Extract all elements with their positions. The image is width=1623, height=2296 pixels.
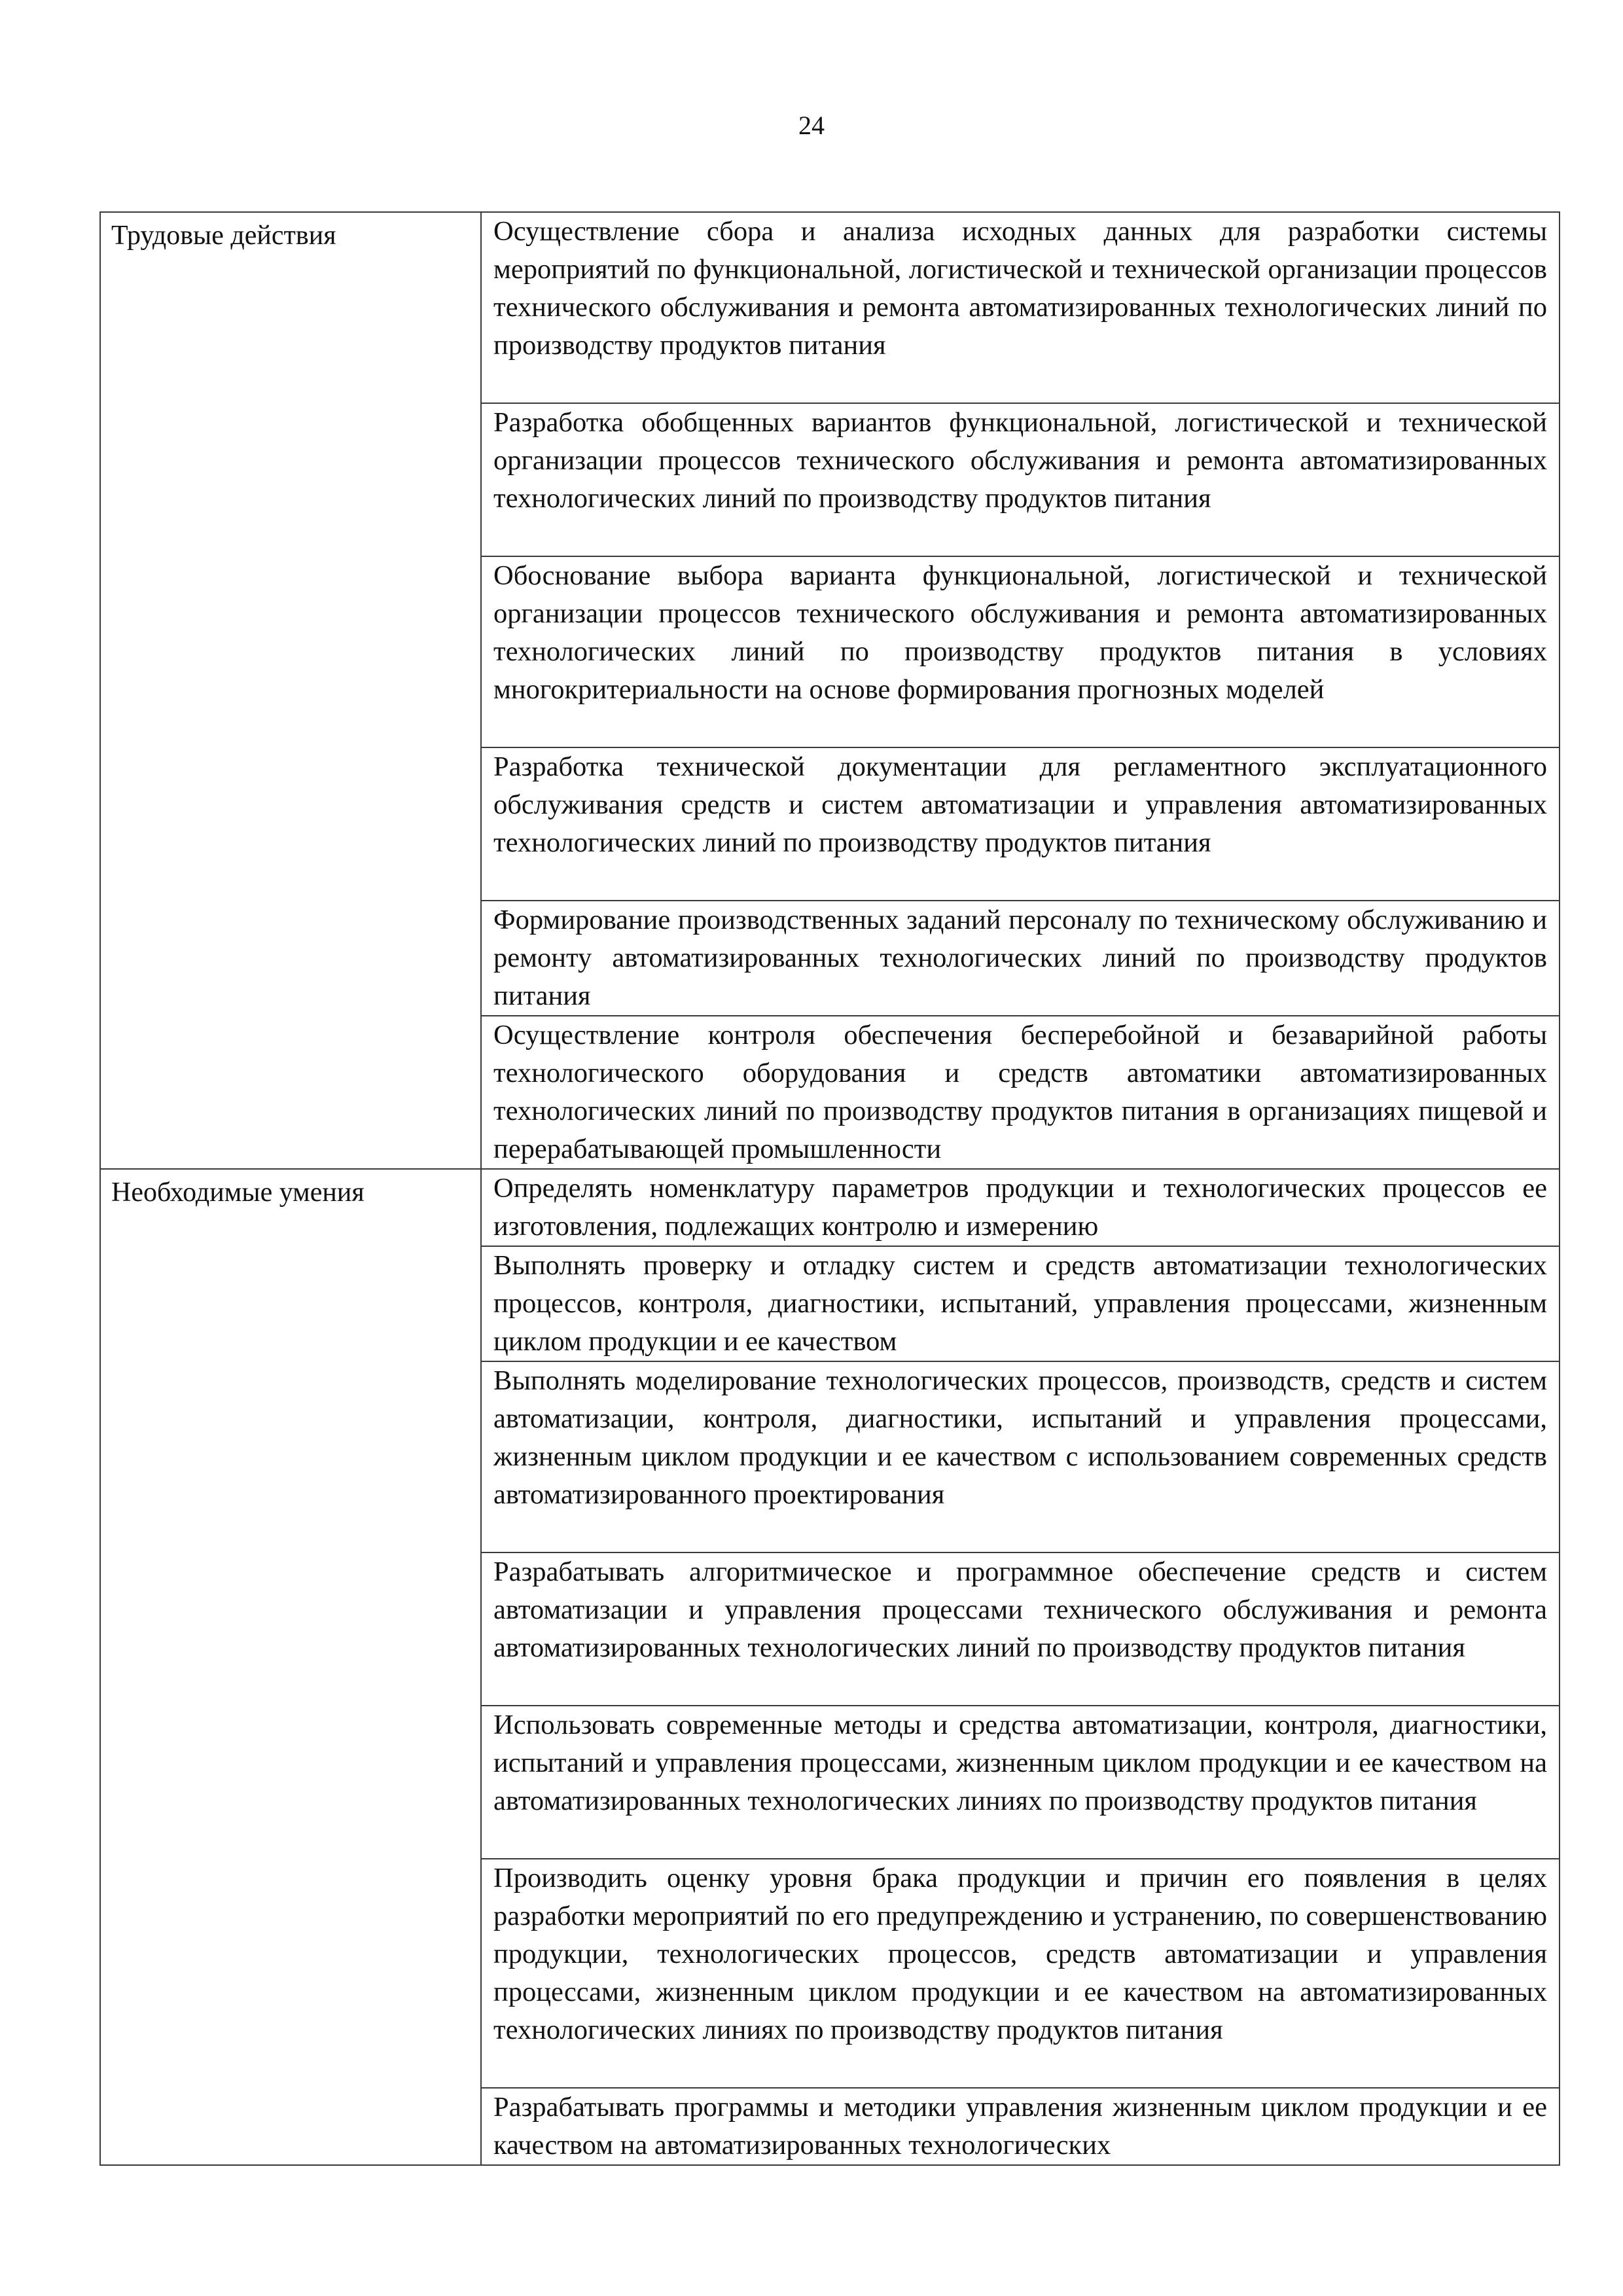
section-label-labor-actions: Трудовые действия	[100, 212, 481, 1169]
list-item: Выполнять моделирование технологических процессов, производств, средств и систем автоматизации, контроля, диагностики, испытаний и управления процессами, жизненным циклом продукции и ее качеством с использованием современных средств автоматизированного проектирования	[493, 1365, 1547, 1510]
list-item: Разработка технической документации для регламентного эксплуатационного обслуживания средств и систем автоматизации и управления автоматизированных технологических линий по производству продуктов питания	[493, 751, 1547, 858]
list-item: Разрабатывать программы и методики управления жизненным циклом продукции и ее качеством на автоматизированных технологических	[493, 2092, 1547, 2161]
table-row	[100, 212, 1560, 403]
table-cell	[481, 1361, 1560, 1552]
table-row	[100, 1169, 1560, 1246]
list-item: Использовать современные методы и средства автоматизации, контроля, диагностики, испытаний и управления процессами, жизненным циклом продукции и ее качеством на автоматизированных технологических линиях по производству продуктов питания	[493, 1710, 1547, 1816]
page-number: 24	[798, 111, 825, 140]
list-item: Производить оценку уровня брака продукции и причин его появления в целях разработки мероприятий по его предупреждению и устранению, по совершенствованию продукции, технологических процессов, средств автоматизации и управления процессами, жизненным циклом продукции и ее качеством на автоматизированных технологических линиях по производству продуктов питания	[493, 1863, 1547, 2045]
list-item: Осуществление сбора и анализа исходных данных для разработки системы мероприятий по функциональной, логистической и технической организации процессов технического обслуживания и ремонта автоматизированных технологических линий по производству продуктов питания	[493, 216, 1547, 361]
table-cell	[481, 1246, 1560, 1361]
table-cell	[481, 1552, 1560, 1706]
list-item: Разработка обобщенных вариантов функциональной, логистической и технической организации процессов технического обслуживания и ремонта автоматизированных технологических линий по производству продуктов питания	[493, 407, 1547, 514]
section-label-required-skills: Необходимые умения	[100, 1169, 481, 2165]
list-item: Разрабатывать алгоритмическое и программное обеспечение средств и систем автоматизации и управления процессами технического обслуживания и ремонта автоматизированных технологических линий по производству продуктов питания	[493, 1556, 1547, 1663]
list-item: Осуществление контроля обеспечения бесперебойной и безаварийной работы технологического оборудования и средств автоматики автоматизированных технологических линий по производству продуктов питания в организациях пищевой и перерабатывающей промышленности	[493, 1020, 1547, 1164]
list-item: Определять номенклатуру параметров продукции и технологических процессов ее изготовления, подлежащих контролю и измерению	[493, 1173, 1547, 1242]
table-cell	[481, 747, 1560, 901]
table-cell	[481, 212, 1560, 403]
list-item: Выполнять проверку и отладку систем и средств автоматизации технологических процессов, контроля, диагностики, испытаний, управления процессами, жизненным циклом продукции и ее качеством	[493, 1250, 1547, 1357]
table-cell	[481, 1706, 1560, 1859]
table-cell	[481, 901, 1560, 1016]
table-cell	[481, 2088, 1560, 2165]
table-cell	[481, 556, 1560, 747]
table-cell	[481, 403, 1560, 556]
table-cell	[481, 1859, 1560, 2088]
table-cell	[481, 1169, 1560, 1246]
competency-table	[99, 211, 1560, 2166]
list-item: Формирование производственных заданий персоналу по техническому обслуживанию и ремонту автоматизированных технологических линий по производству продуктов питания	[493, 905, 1547, 1011]
table-cell	[481, 1016, 1560, 1169]
list-item: Обоснование выбора варианта функциональной, логистической и технической организации процессов технического обслуживания и ремонта автоматизированных технологических линий по производству продуктов питания в условиях многокритериальности на основе формирования прогнозных моделей	[493, 560, 1547, 705]
